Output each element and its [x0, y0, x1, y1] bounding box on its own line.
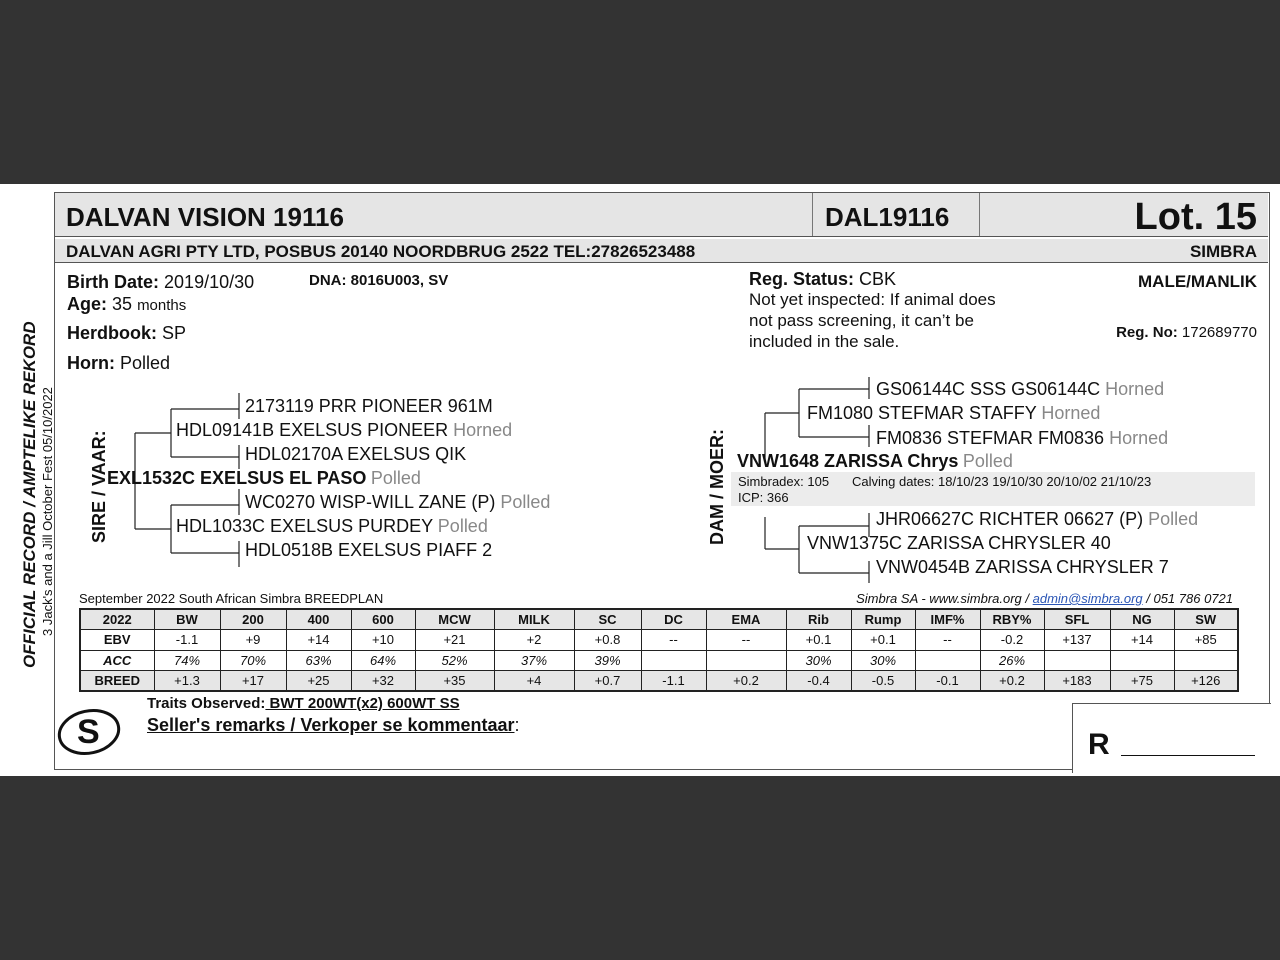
traits-observed: Traits Observed: BWT 200WT(x2) 600WT SS — [147, 695, 460, 712]
dam-dam-sire: JHR06627C RICHTER 06627 (P) Polled — [876, 509, 1199, 529]
table-cell: -0.4 — [786, 671, 851, 692]
contact-email-link[interactable]: admin@simbra.org — [1032, 591, 1143, 606]
table-row — [80, 650, 1238, 671]
sire-dam-sire: WC0270 WISP-WILL ZANE (P) Polled — [245, 492, 551, 512]
breedplan-contact: Simbra SA - www.simbra.org / admin@simbra.org / 051 786 0721 — [856, 591, 1233, 606]
simbradex: Simbradex: 105 — [738, 474, 830, 489]
horn-status: Horn: Polled — [67, 353, 171, 373]
table-cell: 74% — [154, 650, 220, 671]
table-cell: +183 — [1044, 671, 1110, 692]
dna-info: DNA: 8016U003, SV — [309, 272, 449, 289]
table-cell: +1.3 — [154, 671, 220, 692]
table-row — [80, 609, 1238, 630]
table-cell: Rump — [851, 609, 915, 630]
table-cell: -- — [641, 630, 706, 651]
seller-remarks: Seller's remarks / Verkoper se kommentaar: — [147, 715, 520, 735]
simbra-logo-letter: S — [77, 713, 100, 751]
dam-dam: VNW1375C ZARISSA CHRYSLER 40 — [807, 533, 1111, 553]
table-cell: +10 — [351, 630, 415, 651]
table-cell: ACC — [80, 650, 154, 671]
table-cell: -0.1 — [915, 671, 980, 692]
table-cell: +126 — [1174, 671, 1238, 692]
table-cell: -- — [706, 630, 786, 651]
table-cell: SW — [1174, 609, 1238, 630]
table-cell: +14 — [1110, 630, 1174, 651]
r-label: R — [1088, 728, 1110, 761]
table-cell: 64% — [351, 650, 415, 671]
dam-dam-dam: VNW0454B ZARISSA CHRYSLER 7 — [876, 557, 1169, 577]
animal-name: DALVAN VISION 19116 — [66, 202, 344, 232]
table-cell: 30% — [851, 650, 915, 671]
table-cell: MCW — [415, 609, 494, 630]
simbra-logo-icon — [55, 705, 123, 759]
table-cell: DC — [641, 609, 706, 630]
table-cell: 30% — [786, 650, 851, 671]
table-cell: -1.1 — [641, 671, 706, 692]
dam-label: DAM / MOER: — [707, 429, 727, 545]
table-cell: 600 — [351, 609, 415, 630]
table-cell: -- — [915, 630, 980, 651]
sire-sire-sire: 2173119 PRR PIONEER 961M — [245, 396, 493, 416]
table-cell: +0.2 — [980, 671, 1044, 692]
table-cell: IMF% — [915, 609, 980, 630]
table-cell — [1044, 650, 1110, 671]
table-cell: 63% — [286, 650, 351, 671]
reg-note-line-2: not pass screening, it can’t be — [749, 311, 974, 330]
sale-event-label: 3 Jack's and a Jill October Fest 05/10/2022 — [40, 387, 55, 636]
table-cell: +0.1 — [786, 630, 851, 651]
table-cell: 39% — [574, 650, 641, 671]
lot-number: Lot. 15 — [1134, 196, 1257, 238]
lot-card — [54, 192, 1270, 770]
table-cell: +4 — [494, 671, 574, 692]
table-cell: +0.2 — [706, 671, 786, 692]
sire-sire-dam: HDL02170A EXELSUS QIK — [245, 444, 467, 464]
table-cell: 400 — [286, 609, 351, 630]
table-cell: NG — [1110, 609, 1174, 630]
table-cell: 26% — [980, 650, 1044, 671]
birth-date: Birth Date: 2019/10/30 — [67, 272, 255, 292]
table-cell — [641, 650, 706, 671]
table-cell: +14 — [286, 630, 351, 651]
age: Age: 35 months — [67, 294, 187, 314]
breedplan-caption: September 2022 South African Simbra BREEDPLAN — [79, 591, 384, 606]
page-sheet — [0, 184, 1280, 776]
reg-status: Reg. Status: CBK — [749, 269, 897, 289]
dam-name: VNW1648 ZARISSA Chrys Polled — [737, 451, 1013, 471]
table-cell: +9 — [220, 630, 286, 651]
r-signature-line — [1121, 755, 1255, 756]
table-cell — [915, 650, 980, 671]
table-cell: 200 — [220, 609, 286, 630]
table-cell — [1174, 650, 1238, 671]
table-cell: BREED — [80, 671, 154, 692]
official-record-label: OFFICIAL RECORD / AMPTELIKE REKORD — [20, 321, 39, 668]
reg-note-line-1: Not yet inspected: If animal does — [749, 290, 996, 309]
sire-dam: HDL1033C EXELSUS PURDEY Polled — [176, 516, 488, 536]
dam-sire: FM1080 STEFMAR STAFFY Horned — [807, 403, 1101, 423]
table-cell: +35 — [415, 671, 494, 692]
reg-note-line-3: included in the sale. — [749, 332, 900, 351]
sire-label: SIRE / VAAR: — [89, 430, 109, 543]
table-cell — [1110, 650, 1174, 671]
sire-name: EXL1532C EXELSUS EL PASO Polled — [107, 468, 421, 488]
herdbook: Herdbook: SP — [67, 323, 187, 343]
table-cell: RBY% — [980, 609, 1044, 630]
calving-dates: Calving dates: 18/10/23 19/10/30 20/10/02 21/10/23 — [852, 474, 1152, 489]
table-cell: SC — [574, 609, 641, 630]
icp-value: ICP: 366 — [738, 490, 789, 505]
table-cell: MILK — [494, 609, 574, 630]
table-cell: +0.1 — [851, 630, 915, 651]
table-cell: 37% — [494, 650, 574, 671]
sire-dam-dam: HDL0518B EXELSUS PIAFF 2 — [245, 540, 493, 560]
table-cell: 52% — [415, 650, 494, 671]
table-row — [80, 630, 1238, 651]
table-cell: +0.7 — [574, 671, 641, 692]
simbra-logo — [55, 705, 123, 759]
table-cell: +75 — [1110, 671, 1174, 692]
table-cell: BW — [154, 609, 220, 630]
table-cell: EBV — [80, 630, 154, 651]
table-cell: +0.8 — [574, 630, 641, 651]
table-cell: +32 — [351, 671, 415, 692]
table-cell: +25 — [286, 671, 351, 692]
reg-number: Reg. No: 172689770 — [1116, 324, 1257, 341]
owner-line: DALVAN AGRI PTY LTD, POSBUS 20140 NOORDBRUG 2522 TEL:27826523488 — [66, 242, 696, 261]
breed-label: SIMBRA — [1189, 242, 1257, 261]
ebv-table-body — [80, 609, 1238, 691]
table-cell: 2022 — [80, 609, 154, 630]
table-cell: 70% — [220, 650, 286, 671]
dam-sire-sire: GS06144C SSS GS06144C Horned — [876, 379, 1165, 399]
table-cell: +85 — [1174, 630, 1238, 651]
table-cell: -1.1 — [154, 630, 220, 651]
sex-label: MALE/MANLIK — [1138, 272, 1257, 291]
table-cell: Rib — [786, 609, 851, 630]
sire-sire: HDL09141B EXELSUS PIONEER Horned — [176, 420, 513, 440]
table-cell: +2 — [494, 630, 574, 651]
table-cell: +17 — [220, 671, 286, 692]
table-cell: SFL — [1044, 609, 1110, 630]
table-cell: +137 — [1044, 630, 1110, 651]
table-row — [80, 671, 1238, 692]
dam-sire-dam: FM0836 STEFMAR FM0836 Horned — [876, 428, 1169, 448]
table-cell: -0.5 — [851, 671, 915, 692]
table-cell: EMA — [706, 609, 786, 630]
animal-id: DAL19116 — [825, 202, 950, 232]
table-cell: -0.2 — [980, 630, 1044, 651]
table-cell — [706, 650, 786, 671]
table-cell: +21 — [415, 630, 494, 651]
ebv-table — [79, 608, 1239, 692]
